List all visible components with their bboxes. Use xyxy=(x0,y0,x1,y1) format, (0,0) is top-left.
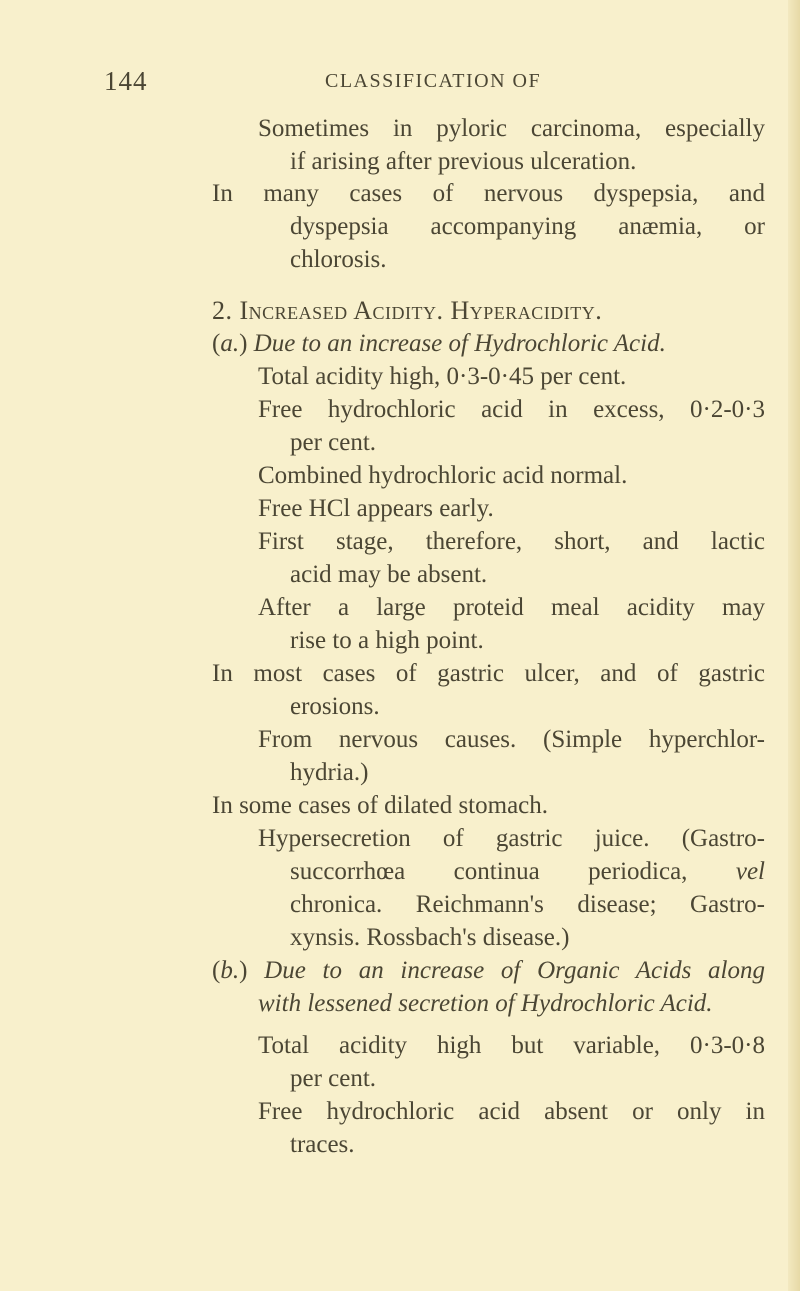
section-heading: 2. Increased Acidity. Hyperacidity. xyxy=(212,296,603,325)
running-title: CLASSIFICATION OF xyxy=(325,70,542,92)
text-line: chronica. Reichmann's disease; Gastro- xyxy=(290,891,765,918)
subsection-title: Due to an increase of Organic Acids along xyxy=(264,957,765,984)
text-line: acid may be absent. xyxy=(290,561,488,588)
subsection-letter: a. xyxy=(220,330,240,357)
text-line: traces. xyxy=(290,1131,355,1158)
text-line: per cent. xyxy=(290,1065,377,1092)
page-edge xyxy=(788,0,800,1291)
text-line: Total acidity high, 0·3-0·45 per cent. xyxy=(258,363,627,390)
text-line: In most cases of gastric ulcer, and of gastric xyxy=(212,660,765,687)
text-line: rise to a high point. xyxy=(290,627,484,654)
subsection-b-heading xyxy=(212,954,765,988)
paren: ( xyxy=(212,957,221,984)
page-number: 144 xyxy=(104,66,148,96)
subsection-title: Due to an increase of Hydrochloric Acid. xyxy=(253,330,666,357)
text-line: dyspepsia accompanying anæmia, or xyxy=(290,213,765,240)
text-line: Free HCl appears early. xyxy=(258,495,494,522)
text-line: erosions. xyxy=(290,693,380,720)
text-line: per cent. xyxy=(290,429,377,456)
text-line: First stage, therefore, short, and lactic xyxy=(258,528,765,555)
text-line: Free hydrochloric acid in excess, 0·2-0·3 xyxy=(258,396,765,423)
text-line: Sometimes in pyloric carcinoma, especially xyxy=(258,115,765,142)
text-line xyxy=(290,855,765,889)
text-line: After a large proteid meal acidity may xyxy=(258,594,765,621)
text-line: chlorosis. xyxy=(290,246,387,273)
text-line: From nervous causes. (Simple hyperchlor- xyxy=(258,726,765,753)
subsection-letter: b. xyxy=(220,957,240,984)
paren: ) xyxy=(239,957,248,984)
italic-word: vel xyxy=(735,858,765,885)
text-line: Hypersecretion of gastric juice. (Gastro- xyxy=(258,825,765,852)
paren: ) xyxy=(239,330,248,357)
subsection-title-cont: with lessened secretion of Hydrochloric Acid. xyxy=(258,990,713,1017)
text-line: hydria.) xyxy=(290,759,369,786)
text-line: xynsis. Rossbach's disease.) xyxy=(290,924,570,951)
text-line: In some cases of dilated stomach. xyxy=(212,792,549,819)
text-line: In many cases of nervous dyspepsia, and xyxy=(212,180,765,207)
text-line: Combined hydrochloric acid normal. xyxy=(258,462,628,489)
text-line: if arising after previous ulceration. xyxy=(290,148,637,175)
text-line: Total acidity high but variable, 0·3-0·8 xyxy=(258,1032,765,1059)
subsection-a-heading xyxy=(212,327,666,361)
paren: ( xyxy=(212,330,221,357)
text-segment: succorrhœa continua periodica, xyxy=(290,858,736,885)
text-line: Free hydrochloric acid absent or only in xyxy=(258,1098,765,1125)
